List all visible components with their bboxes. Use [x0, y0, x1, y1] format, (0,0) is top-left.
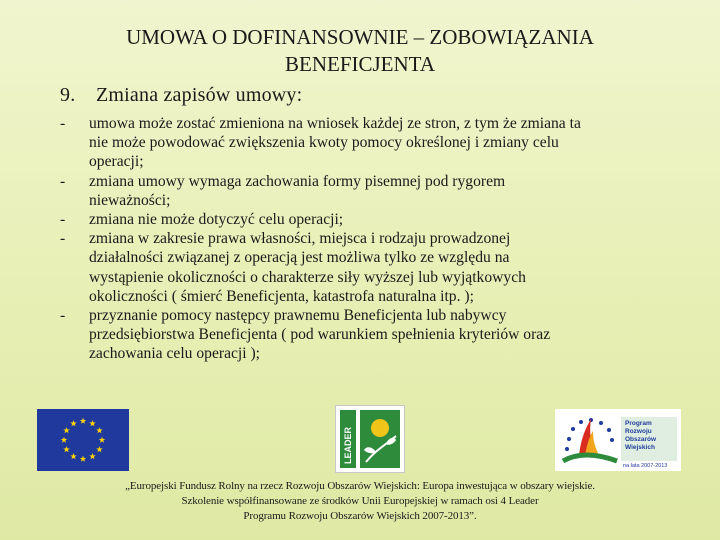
list-item	[60, 306, 670, 364]
list-item-line: działalności związanej z operacją jest możliwa tylko ze względu na	[89, 249, 510, 267]
list-item-line: przyznanie pomocy następcy prawnemu Beneficjenta lub nabywcy	[89, 307, 507, 325]
leader-sun	[371, 419, 389, 437]
prow-field	[563, 455, 617, 461]
list-item-line: zachowania celu operacji );	[89, 345, 260, 363]
list-item-line: wystąpienie okoliczności o charakterze siły wyższej lub wyjątkowych	[89, 268, 526, 286]
eu-star-icon	[70, 420, 76, 426]
list-item-line: operacji;	[89, 153, 144, 171]
footer-line-1: „Europejski Fundusz Rolny na rzecz Rozwoju Obszarów Wiejskich: Europa inwestująca w obszary wiejskie.	[125, 480, 595, 492]
eu-star-icon	[70, 453, 76, 459]
eu-star-icon	[99, 437, 105, 443]
slide-title	[40, 24, 680, 78]
eu-star-icon	[89, 420, 95, 426]
list-marker: -	[60, 230, 66, 248]
leader-logo-icon	[335, 405, 405, 473]
slide-title-line-2: BENEFICJENTA	[285, 52, 435, 76]
eu-star-icon	[80, 456, 86, 462]
list-item-line: nieważności;	[89, 191, 171, 209]
eu-star-icon	[96, 427, 102, 433]
list-marker: -	[60, 115, 66, 132]
prow-years: na lata 2007-2013	[623, 463, 668, 469]
footer-line-3: Programu Rozwoju Obszarów Wiejskich 2007-2013”.	[243, 510, 477, 522]
list-item-line: przedsiębiorstwa Beneficjenta ( pod warunkiem spełnienia kryteriów oraz	[89, 326, 551, 344]
section-number: 9.	[60, 84, 76, 106]
footer-line-2: Szkolenie współfinansowane ze środków Unii Europejskiej w ramach osi 4 Leader	[181, 495, 539, 507]
list-marker: -	[60, 172, 66, 190]
prow-text-3: Obszarów	[625, 436, 657, 443]
eu-star-icon	[96, 446, 102, 452]
section-heading-text: Zmiana zapisów umowy:	[96, 84, 303, 106]
list-item-line: umowa może zostać zmieniona na wniosek każdej ze stron, z tym że zmiana ta	[89, 115, 581, 132]
eu-stars	[37, 409, 129, 471]
prow-logo-graphic	[555, 409, 681, 471]
conditions-list	[60, 114, 670, 364]
eu-star-icon	[63, 427, 69, 433]
list-marker: -	[60, 307, 66, 325]
list-item-line: nie może powodować zwiększenia kwoty pomocy określonej i zmiany celu	[89, 134, 559, 152]
leader-text: LEADER	[343, 426, 353, 464]
prow-text-1: Program	[625, 420, 652, 427]
prow-text-4: Wiejskich	[625, 444, 655, 451]
eu-star-icon	[63, 446, 69, 452]
prow-logo-icon	[555, 409, 681, 471]
leader-logo-graphic	[336, 406, 404, 472]
list-item	[60, 114, 670, 172]
list-item	[60, 210, 670, 229]
footer-note	[90, 479, 630, 524]
eu-star-icon	[61, 437, 67, 443]
prow-text-2: Rozwoju	[625, 428, 652, 435]
eu-flag-icon	[37, 409, 129, 471]
list-item-line: zmiana w zakresie prawa własności, miejsca i rodzaju prowadzonej	[89, 230, 511, 248]
section-heading	[60, 84, 302, 107]
list-item-line: okoliczności ( śmierć Beneficjenta, katastrofa naturalna itp. );	[89, 287, 474, 305]
slide-title-line-1: UMOWA O DOFINANSOWNIE – ZOBOWIĄZANIA	[126, 25, 594, 49]
list-item-line: zmiana umowy wymaga zachowania formy pisemnej pod rygorem	[89, 172, 506, 190]
list-item-line: zmiana nie może dotyczyć celu operacji;	[89, 211, 344, 229]
list-item	[60, 172, 670, 210]
list-item	[60, 229, 670, 306]
eu-star-icon	[89, 453, 95, 459]
list-marker: -	[60, 211, 66, 229]
eu-star-icon	[80, 418, 86, 424]
